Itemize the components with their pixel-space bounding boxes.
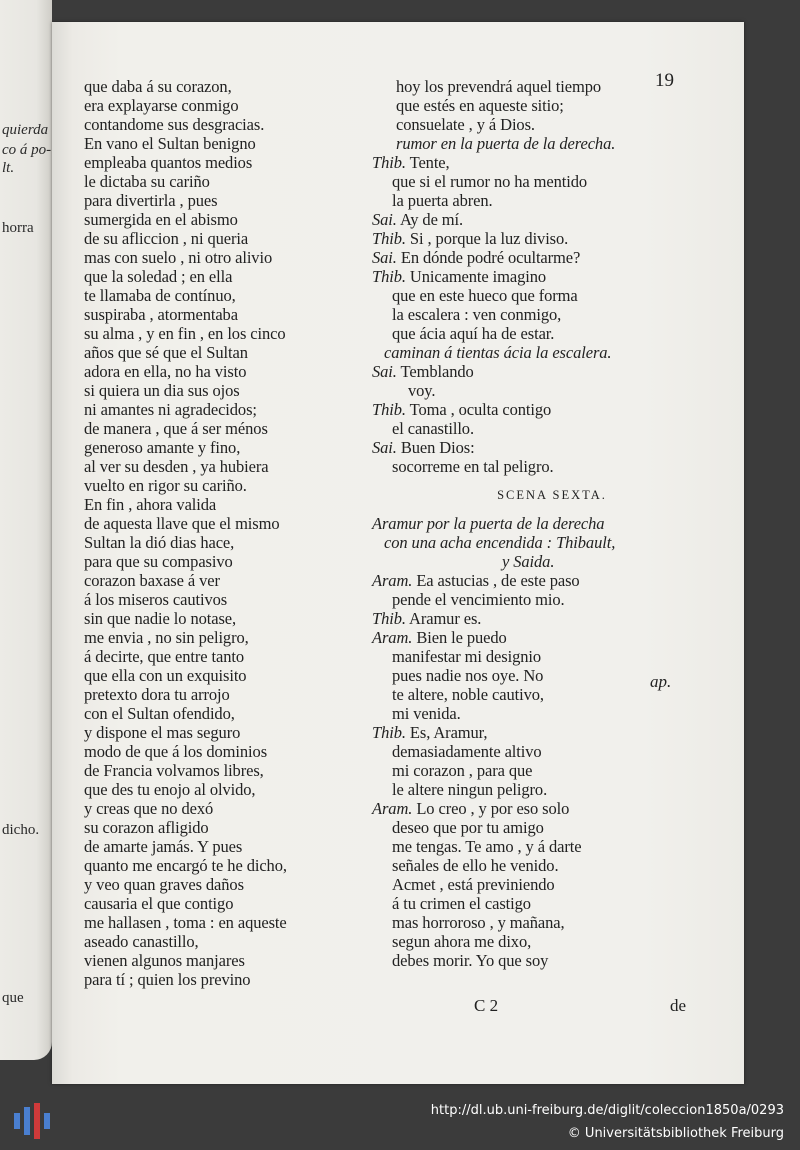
text-line: causaria el que contigo [84,894,234,913]
text-line [372,305,712,324]
verse-text: le altere ningun peligro. [392,780,548,799]
catchword: de [670,996,687,1015]
text-line: sin que nadie lo notase, [84,609,237,628]
text-line [372,780,712,799]
text-line [372,248,712,267]
text-line: de aquesta llave que el mismo [84,514,280,533]
text-line [372,875,712,894]
left-fragment: que [2,990,24,1006]
text-line: de su afliccion , ni queria [84,229,249,248]
speaker-label: Thib. [372,153,406,172]
verse-text: te altere, noble cautivo, [392,685,544,704]
verse-text: señales de ello he venido. [392,856,559,875]
stage-direction: y Saida. [502,552,555,571]
text-line: En fin , ahora valida [84,495,217,514]
text-line [372,362,712,381]
text-line [372,704,712,723]
permalink-url[interactable]: http://dl.ub.uni-freiburg.de/diglit/coleccion1850a/0293 [430,1103,784,1118]
verse-text: En dónde podré ocultarme? [400,248,581,267]
verse-text: debes morir. Yo que soy [392,951,549,970]
speaker-label: Sai. [372,438,397,457]
verse-text: Acmet , está previniendo [392,875,555,894]
scene-heading: SCENA SEXTA. [497,488,607,502]
verse-text: mas horroroso , y mañana, [392,913,565,932]
left-fragment: dicho. [2,822,40,838]
text-line: vienen algunos manjares [84,951,245,970]
text-line: su corazon afligido [84,818,209,837]
speaker-label: Thib. [372,400,406,419]
text-line [372,381,712,400]
text-line: vuelto en rigor su cariño. [84,476,247,495]
text-line: años que sé que el Sultan [84,343,248,362]
verse-text: que ácia aquí ha de estar. [392,324,555,343]
text-line [372,590,712,609]
text-line [372,894,712,913]
text-line [372,324,712,343]
text-line [372,799,712,818]
text-line: si quiera un dia sus ojos [84,381,240,400]
speaker-label: Aram. [372,628,413,647]
text-line [372,913,712,932]
text-line: con el Sultan ofendido, [84,704,235,723]
verse-text: que estés en aqueste sitio; [396,96,564,115]
text-line [372,419,712,438]
university-logo-icon [10,1099,54,1143]
stage-direction: Aramur por la puerta de la derecha [372,514,605,533]
text-line: para divertirla , pues [84,191,218,210]
text-line: y creas que no dexó [84,799,214,818]
verse-text: Temblando [400,362,474,381]
text-line: generoso amante y fino, [84,438,241,457]
text-line [372,172,712,191]
verse-text: Ea astucias , de este paso [416,571,580,590]
text-line: adora en ella, no ha visto [84,362,247,381]
verse-text: voy. [408,381,436,400]
left-fragment: co á po- [2,142,52,158]
left-fragment: quierda [2,122,49,138]
text-line [372,571,712,590]
text-line [372,400,712,419]
copyright-notice: © Universitätsbibliothek Freiburg [567,1126,784,1141]
text-line: que la soledad ; en ella [84,267,233,286]
verse-text: Buen Dios: [400,438,475,457]
text-line: mas con suelo , ni otro alivio [84,248,273,267]
verse-text: Bien le puedo [416,628,507,647]
verse-text: la puerta abren. [392,191,493,210]
text-line: y veo quan graves daños [84,875,244,894]
text-line [372,837,712,856]
text-line: te llamaba de contínuo, [84,286,236,305]
text-line: me envia , no sin peligro, [84,628,249,647]
verse-text: que en este hueco que forma [392,286,578,305]
text-line [372,932,712,951]
speaker-label: Aram. [372,799,413,818]
text-line: sumergida en el abismo [84,210,238,229]
text-line: En vano el Sultan benigno [84,134,256,153]
text-line: que des tu enojo al olvido, [84,780,256,799]
text-line: quanto me encargó te he dicho, [84,856,287,875]
text-line [372,533,712,552]
verse-text: deseo que por tu amigo [392,818,544,837]
verse-text: Si , porque la luz diviso. [409,229,569,248]
text-line: su alma , y en fin , en los cinco [84,324,286,343]
text-line [372,267,712,286]
text-line: de Francia volvamos libres, [84,761,264,780]
verse-text: que si el rumor no ha mentido [392,172,588,191]
text-line: empleaba quantos medios [84,153,253,172]
text-line [372,210,712,229]
text-line: y dispone el mas seguro [84,723,241,742]
speaker-label: Aram. [372,571,413,590]
aside-marker: ap. [650,672,672,691]
text-line: al ver su desden , ya hubiera [84,457,269,476]
verse-text: la escalera : ven conmigo, [392,305,562,324]
text-line [372,229,712,248]
verse-text: segun ahora me dixo, [392,932,532,951]
text-line [372,134,712,153]
text-line: de amarte jamás. Y pues [84,837,243,856]
left-text-column [84,77,384,989]
verse-text: Unicamente imagino [409,267,547,286]
text-line: que daba á su corazon, [84,77,232,96]
text-line [372,286,712,305]
text-line: me hallasen , toma : en aqueste [84,913,287,932]
text-line [372,818,712,837]
text-line [372,628,712,647]
stage-direction: caminan á tientas ácia la escalera. [384,343,612,362]
viewer-footer [0,1093,800,1150]
speaker-label: Thib. [372,609,406,628]
text-line [372,761,712,780]
text-line: pretexto dora tu arrojo [84,685,230,704]
verse-text: á tu crimen el castigo [392,894,531,913]
text-line [372,647,712,666]
left-fragment: horra [2,220,34,236]
text-line: le dictaba su cariño [84,172,210,191]
verse-text: consuelate , y á Dios. [396,115,535,134]
signature-mark: C 2 [474,996,499,1015]
right-text-column [372,77,712,970]
text-line: para tí ; quien los previno [84,970,251,989]
speaker-label: Sai. [372,210,397,229]
text-line: para que su compasivo [84,552,233,571]
text-line [372,77,712,96]
verse-text: Es, Aramur, [409,723,488,742]
verse-text: Tente, [409,153,450,172]
text-line [372,438,712,457]
text-line: á decirte, que entre tanto [84,647,245,666]
speaker-label: Thib. [372,229,406,248]
verse-text: hoy los prevendrá aquel tiempo [396,77,602,96]
text-line [372,951,712,970]
text-line [372,723,712,742]
speaker-label: Sai. [372,248,397,267]
text-line: modo de que á los dominios [84,742,268,761]
verse-text: pues nadie nos oye. No [392,666,544,685]
text-line [372,514,712,533]
text-line [372,191,712,210]
text-line: ni amantes ni agradecidos; [84,400,257,419]
stage-direction: rumor en la puerta de la derecha. [396,134,616,153]
text-line: aseado canastillo, [84,932,199,951]
dialogue-block-a [372,77,712,476]
left-fragment: lt. [2,160,15,176]
verse-text: Ay de mí. [399,210,464,229]
dialogue-block-b [372,514,712,970]
text-line [372,856,712,875]
verse-text: demasiadamente altivo [392,742,542,761]
speaker-label: Thib. [372,723,406,742]
text-line [372,552,712,571]
text-line: corazon baxase á ver [84,571,220,590]
verse-text: socorreme en tal peligro. [392,457,554,476]
text-line: á los miseros cautivos [84,590,228,609]
text-line [372,153,712,172]
book-page [52,22,744,1084]
text-line [372,96,712,115]
speaker-label: Thib. [372,267,406,286]
speaker-label: Sai. [372,362,397,381]
text-line [372,609,712,628]
text-line: de manera , que á ser ménos [84,419,268,438]
verse-text: mi corazon , para que [392,761,533,780]
text-line: que ella con un exquisito [84,666,247,685]
text-line: contandome sus desgracias. [84,115,265,134]
stage-direction: con una acha encendida : Thibault, [384,533,616,552]
text-line: era explayarse conmigo [84,96,239,115]
verse-text: Aramur es. [409,609,482,628]
text-line [372,115,712,134]
verse-text: el canastillo. [392,419,474,438]
text-line: Sultan la dió dias hace, [84,533,235,552]
verse-text: me tengas. Te amo , y á darte [392,837,582,856]
text-line: suspiraba , atormentaba [84,305,238,324]
verse-text: pende el vencimiento mio. [392,590,565,609]
verse-text: Lo creo , y por eso solo [416,799,570,818]
text-line [372,343,712,362]
verse-text: mi venida. [392,704,461,723]
left-page-edge [0,0,52,1060]
text-line [372,742,712,761]
verse-text: Toma , oculta contigo [409,400,552,419]
page-number: 19 [655,70,674,91]
verse-text: manifestar mi designio [392,647,542,666]
text-line [372,457,712,476]
